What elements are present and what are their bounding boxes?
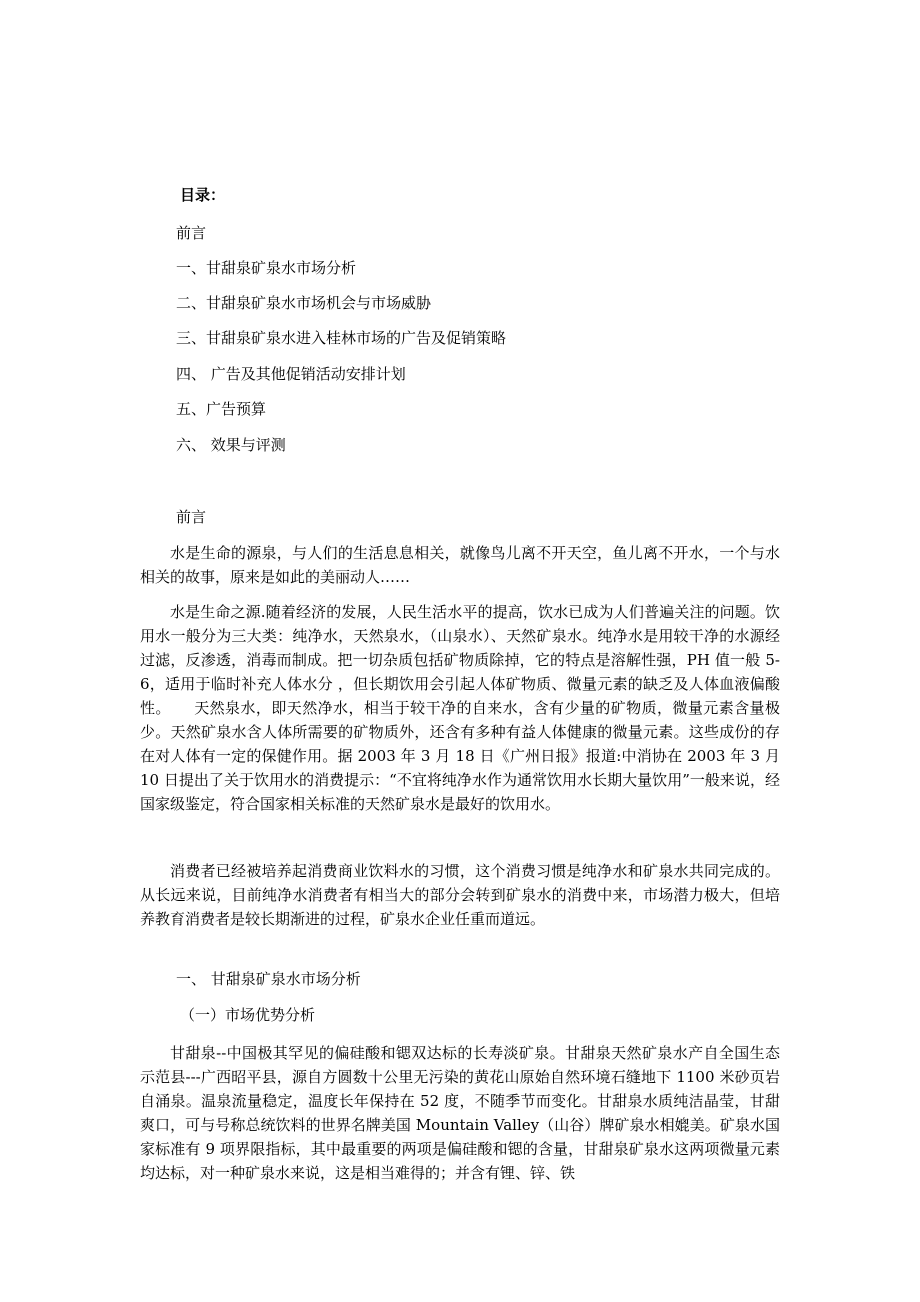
toc-item-5: 五、广告预算 bbox=[176, 400, 267, 418]
section-1-paragraph: 甘甜泉--中国极其罕见的偏硅酸和锶双达标的长寿淡矿泉。甘甜泉天然矿泉水产自全国生态示范县---广西昭平县，源自方圆数十公里无污染的黄花山原始自然环境石缝地下 1100 米砂页岩自涌泉。温泉流量稳定，温度长年保持在 52 度，不随季节而变化。甘甜泉水质纯洁晶莹，甘甜爽口，可与号称总统饮料的世界名牌美国 Mountain Valley（山谷）牌矿泉水相媲美。矿泉水国家标准有 9 项界限指标，其中最重要的两项是偏硅酸和锶的含量，甘甜泉矿泉水这两项微量元素均达标，对一种矿泉水来说，这是相当难得的；并含有锂、锌、铁 bbox=[140, 1044, 780, 1182]
toc-item-3: 三、甘甜泉矿泉水进入桂林市场的广告及促销策略 bbox=[176, 329, 507, 347]
toc-item-2: 二、甘甜泉矿泉水市场机会与市场威胁 bbox=[176, 294, 432, 312]
preface-paragraph-3: 消费者已经被培养起消费商业饮料水的习惯，这个消费习惯是纯净水和矿泉水共同完成的。从长远来说，目前纯净水消费者有相当大的部分会转到矿泉水的消费中来，市场潜力极大，但培养教育消费者是较长期渐进的过程，矿泉水企业任重而道远。 bbox=[140, 862, 780, 928]
preface-paragraph-1: 水是生命的源泉，与人们的生活息息相关，就像鸟儿离不开天空，鱼儿离不开水，一个与水相关的故事，原来是如此的美丽动人…… bbox=[140, 544, 780, 586]
section-1-subtitle: （一）市场优势分析 bbox=[180, 1006, 316, 1024]
section-1-title: 一、 甘甜泉矿泉水市场分析 bbox=[176, 970, 361, 988]
preface-title: 前言 bbox=[176, 508, 207, 526]
preface-paragraph-2: 水是生命之源.随着经济的发展，人民生活水平的提高，饮水已成为人们普遍关注的问题。饮用水一般分为三大类：纯净水，天然泉水，（山泉水）、天然矿泉水。纯净水是用较干净的水源经过滤，反渗透，消毒而制成。把一切杂质包括矿物质除掉，它的特点是溶解性强，PH 值一般 5-6，适用于临时补充人体水分 ，但长期饮用会引起人体矿物质、微量元素的缺乏及人体血液偏酸性。 天然泉水，即天然净水，相当于较干净的自来水，含有少量的矿物质，微量元素含量极少。天然矿泉水含人体所需要的矿物质外，还含有多种有益人体健康的微量元素。这些成份的存在对人体有一定的保健作用。据 2003 年 3 月 18 日《广州日报》报道:中消协在 2003 年 3 月 10 日提出了关于饮用水的消费提示：“不宜将纯净水作为通常饮用水长期大量饮用”一般来说，经国家级鉴定，符合国家相关标准的天然矿泉水是最好的饮用水。 bbox=[140, 603, 780, 813]
toc-item-4: 四、 广告及其他促销活动安排计划 bbox=[176, 365, 406, 383]
toc-item-6: 六、 效果与评测 bbox=[176, 436, 286, 454]
toc-heading: 目录： bbox=[180, 186, 226, 204]
toc-item-preface: 前言 bbox=[176, 224, 207, 242]
toc-item-1: 一、甘甜泉矿泉水市场分析 bbox=[176, 259, 357, 277]
